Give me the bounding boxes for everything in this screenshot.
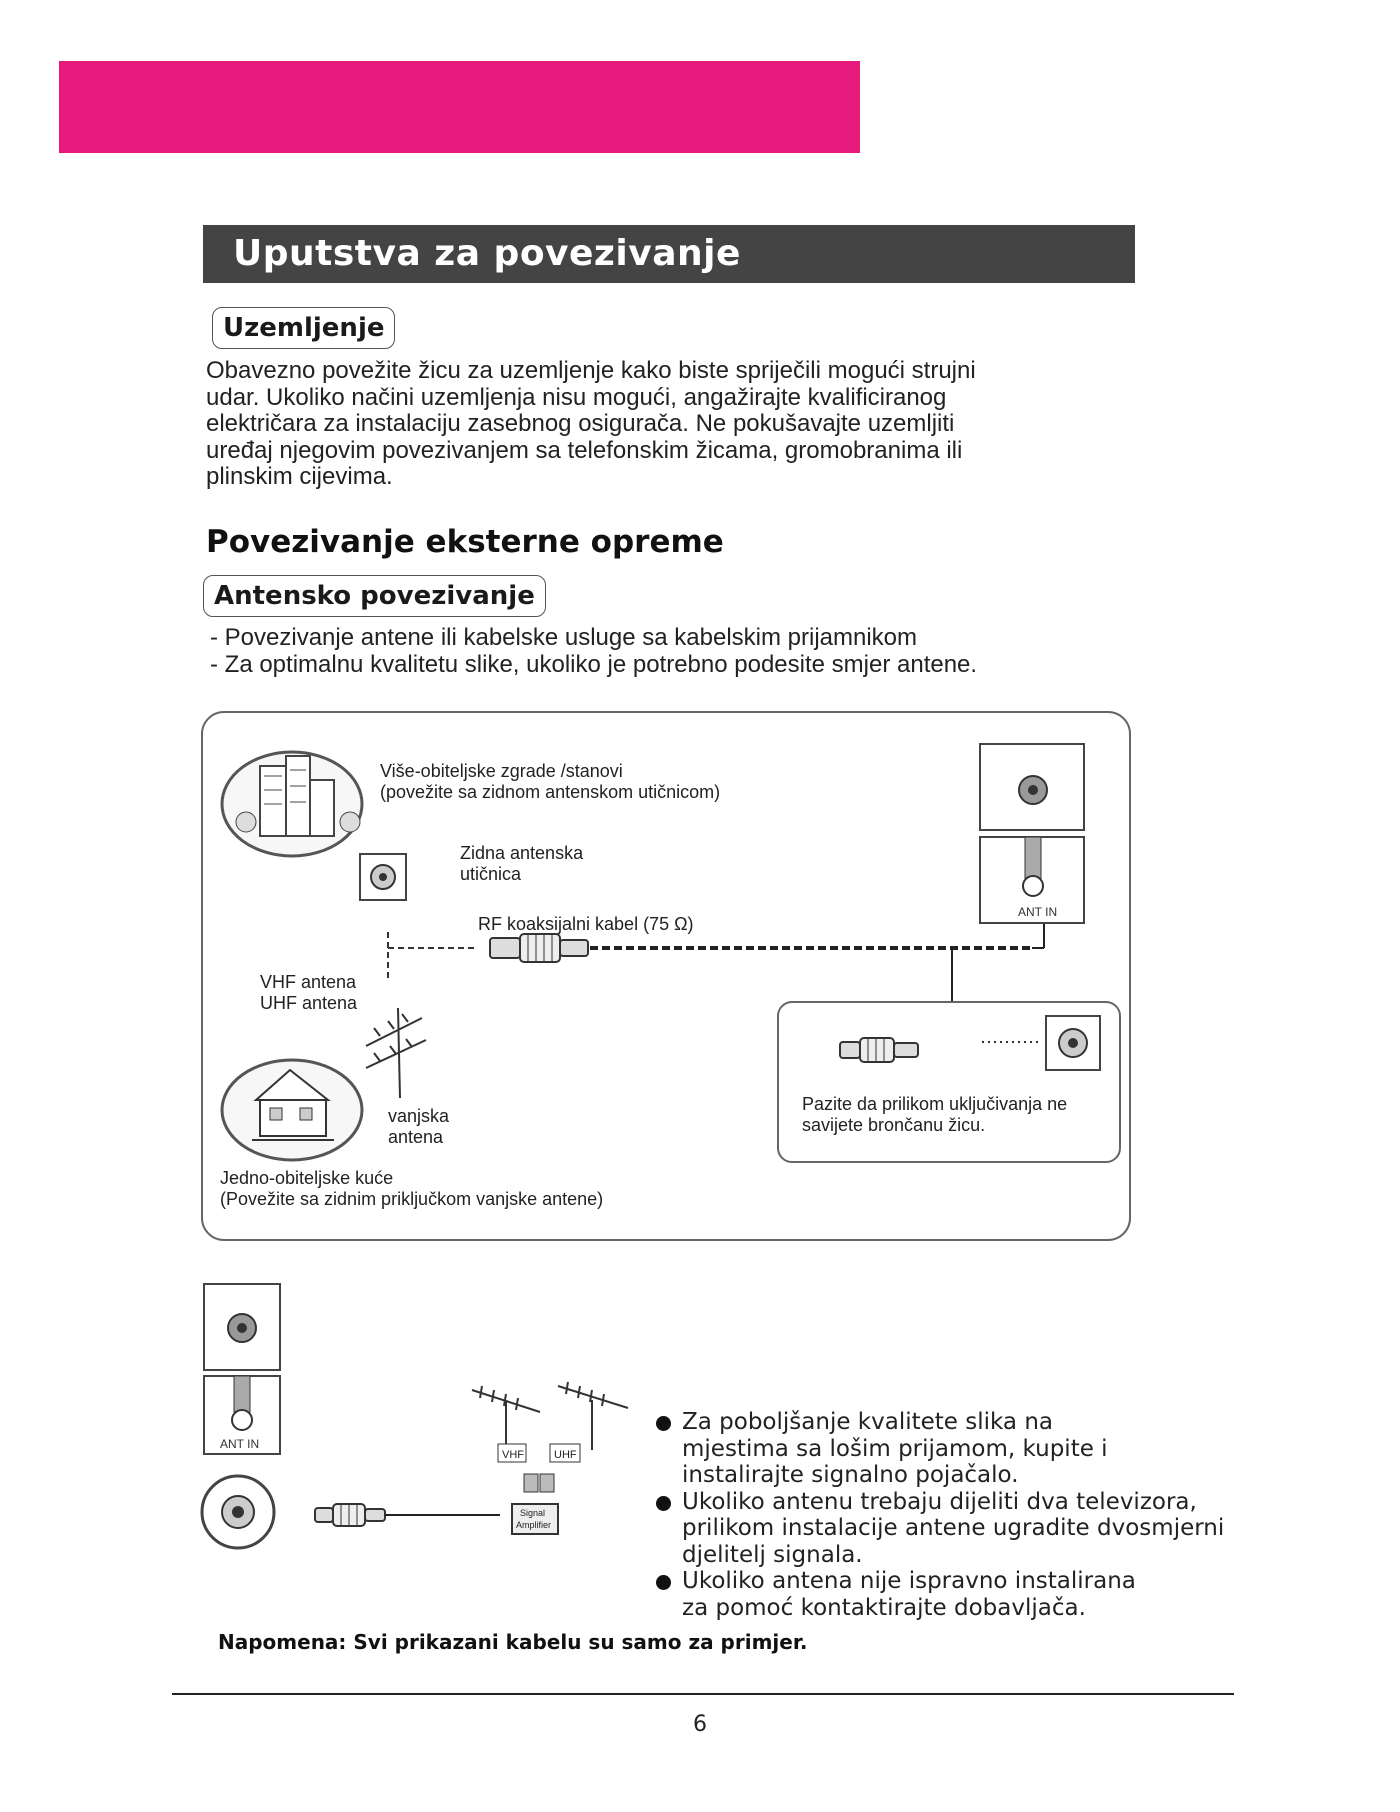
apartment-building-icon: [222, 752, 362, 856]
amplifier-diagram: [200, 1282, 640, 1557]
note-text: Napomena: Svi prikazani kabelu su samo za primjer.: [218, 1630, 808, 1654]
footer-divider: [172, 1693, 1234, 1695]
bullet-icon: [656, 1496, 671, 1511]
text-line: djelitelj signala.: [682, 1541, 863, 1568]
amplifier-label: Signal: [520, 1508, 546, 1518]
ant-in-label: ANT IN: [1018, 905, 1058, 919]
grounding-label: Uzemljenje: [212, 307, 395, 349]
warning-text-2: savijete brončanu žicu.: [802, 1115, 986, 1135]
multi-family-note: (povežite sa zidnom antenskom utičnicom): [380, 782, 721, 802]
tips-list: [656, 1409, 1224, 1621]
list-item: [656, 1409, 1224, 1489]
coax-connector-icon: [315, 1504, 385, 1526]
text-line: - Za optimalnu kvalitetu slike, ukoliko je potrebno podesite smjer antene.: [210, 650, 978, 678]
vhf-antenna-icon: [472, 1386, 540, 1450]
page-title: Uputstva za povezivanje: [233, 233, 741, 274]
wall-socket-icon: [360, 854, 406, 900]
tv-panel-icon: [204, 1284, 280, 1454]
antenna-intro: [210, 625, 977, 678]
text-line: prilikom instalacije antene ugradite dvosmjerni: [682, 1515, 1225, 1541]
vhf-antenna-label: VHF antena: [260, 972, 357, 992]
uhf-antenna-icon: [558, 1382, 628, 1450]
wall-socket-label-2: utičnica: [460, 864, 522, 884]
amplifier-label-2: Amplifier: [516, 1520, 552, 1530]
ant-in-label: ANT IN: [220, 1437, 260, 1451]
text-line: Ukoliko antenu trebaju dijeliti dva televizora,: [682, 1488, 1197, 1515]
page-number: 6: [693, 1712, 707, 1737]
rf-cable-label: RF koaksijalni kabel (75 Ω): [478, 914, 694, 934]
list-item: [656, 1489, 1224, 1569]
text-line: uređaj njegovim povezivanjem sa telefonskim žicama, gromobranima ili: [206, 436, 963, 464]
grounding-paragraph: [206, 358, 976, 491]
socket-magnified-icon: [202, 1476, 274, 1548]
antenna-diagram: [200, 710, 1135, 1245]
bullet-icon: [656, 1416, 671, 1431]
uhf-label: UHF: [554, 1449, 577, 1461]
house-icon: [222, 1060, 362, 1160]
section-heading: Povezivanje eksterne opreme: [206, 524, 724, 560]
text-line: mjestima sa lošim prijamom, kupite i: [682, 1435, 1108, 1462]
text-line: - Povezivanje antene ili kabelske usluge sa kabelskim prijamnikom: [210, 624, 918, 651]
title-bar: [203, 225, 1135, 283]
antenna-connection-label: Antensko povezivanje: [203, 575, 546, 617]
text-line: Za poboljšanje kvalitete slika na: [682, 1409, 1053, 1435]
text-line: Ukoliko antena nije ispravno instalirana: [682, 1568, 1136, 1594]
text-line: instalirajte signalno pojačalo.: [682, 1462, 1019, 1488]
multi-family-label: Više-obiteljske zgrade /stanovi: [380, 761, 623, 781]
list-item: [656, 1568, 1224, 1621]
single-family-note: (Povežite sa zidnim priključkom vanjske antene): [220, 1189, 604, 1209]
text-line: Obavezno povežite žicu za uzemljenje kako biste spriječili mogući strujni: [206, 357, 976, 384]
wall-socket-label: Zidna antenska: [460, 843, 584, 863]
outdoor-antenna-label-2: antena: [388, 1127, 444, 1147]
text-line: za pomoć kontaktirajte dobavljača.: [682, 1594, 1086, 1621]
text-line: udar. Ukoliko načini uzemljenja nisu mogući, angažirajte kvalificiranog: [206, 383, 947, 411]
warning-text: Pazite da prilikom uključivanja ne: [802, 1094, 1068, 1114]
tv-socket-icon: [1046, 1016, 1100, 1070]
text-line: električara za instalaciju zasebnog osigurača. Ne pokušavajte uzemljiti: [206, 410, 955, 437]
vhf-label: VHF: [502, 1449, 524, 1461]
bullet-icon: [656, 1575, 671, 1590]
text-line: plinskim cijevima.: [206, 463, 393, 490]
outdoor-antenna-label: vanjska: [388, 1106, 450, 1126]
single-family-label: Jedno-obiteljske kuće: [220, 1168, 394, 1188]
header-accent-bar: [59, 61, 860, 153]
uhf-antenna-label: UHF antena: [260, 993, 358, 1013]
